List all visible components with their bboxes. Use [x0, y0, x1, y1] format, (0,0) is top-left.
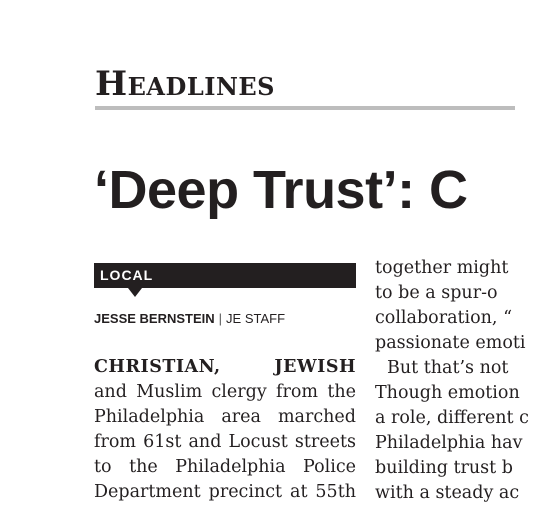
body-column-left: [94, 355, 356, 505]
byline-separator: |: [218, 311, 223, 326]
section-divider: [95, 106, 515, 110]
body-line: CHRISTIAN, JEWISH: [94, 357, 356, 377]
body-line: Philadelphia hav: [375, 433, 523, 453]
body-line: collaboration, “: [375, 308, 513, 328]
section-title: Headlines: [95, 64, 276, 104]
body-line: with a steady ac: [375, 483, 520, 503]
category-tag: [94, 263, 356, 288]
body-line: Philadelphia area marched: [94, 407, 356, 427]
category-tag-pointer: [128, 288, 142, 297]
body-line: But that’s not: [387, 358, 509, 378]
body-line: a role, different c: [375, 408, 529, 428]
body-column-right: [375, 256, 535, 506]
category-tag-label: LOCAL: [100, 267, 154, 283]
body-line: to be a spur-o: [375, 283, 498, 303]
byline: [94, 309, 285, 329]
body-line: Though emotion: [375, 383, 520, 403]
body-line: to the Philadelphia Police: [94, 457, 356, 477]
body-line: Department precinct at 55th: [94, 482, 356, 502]
body-line: together might: [375, 258, 509, 278]
body-line: building trust b: [375, 458, 513, 478]
byline-author: JESSE BERNSTEIN: [94, 311, 215, 326]
body-line: passionate emoti: [375, 333, 526, 353]
article-headline: ‘Deep Trust’: C: [94, 160, 468, 220]
body-line: from 61st and Locust streets: [94, 432, 356, 452]
body-line: and Muslim clergy from the: [94, 382, 356, 402]
byline-outlet: JE STAFF: [226, 311, 286, 326]
